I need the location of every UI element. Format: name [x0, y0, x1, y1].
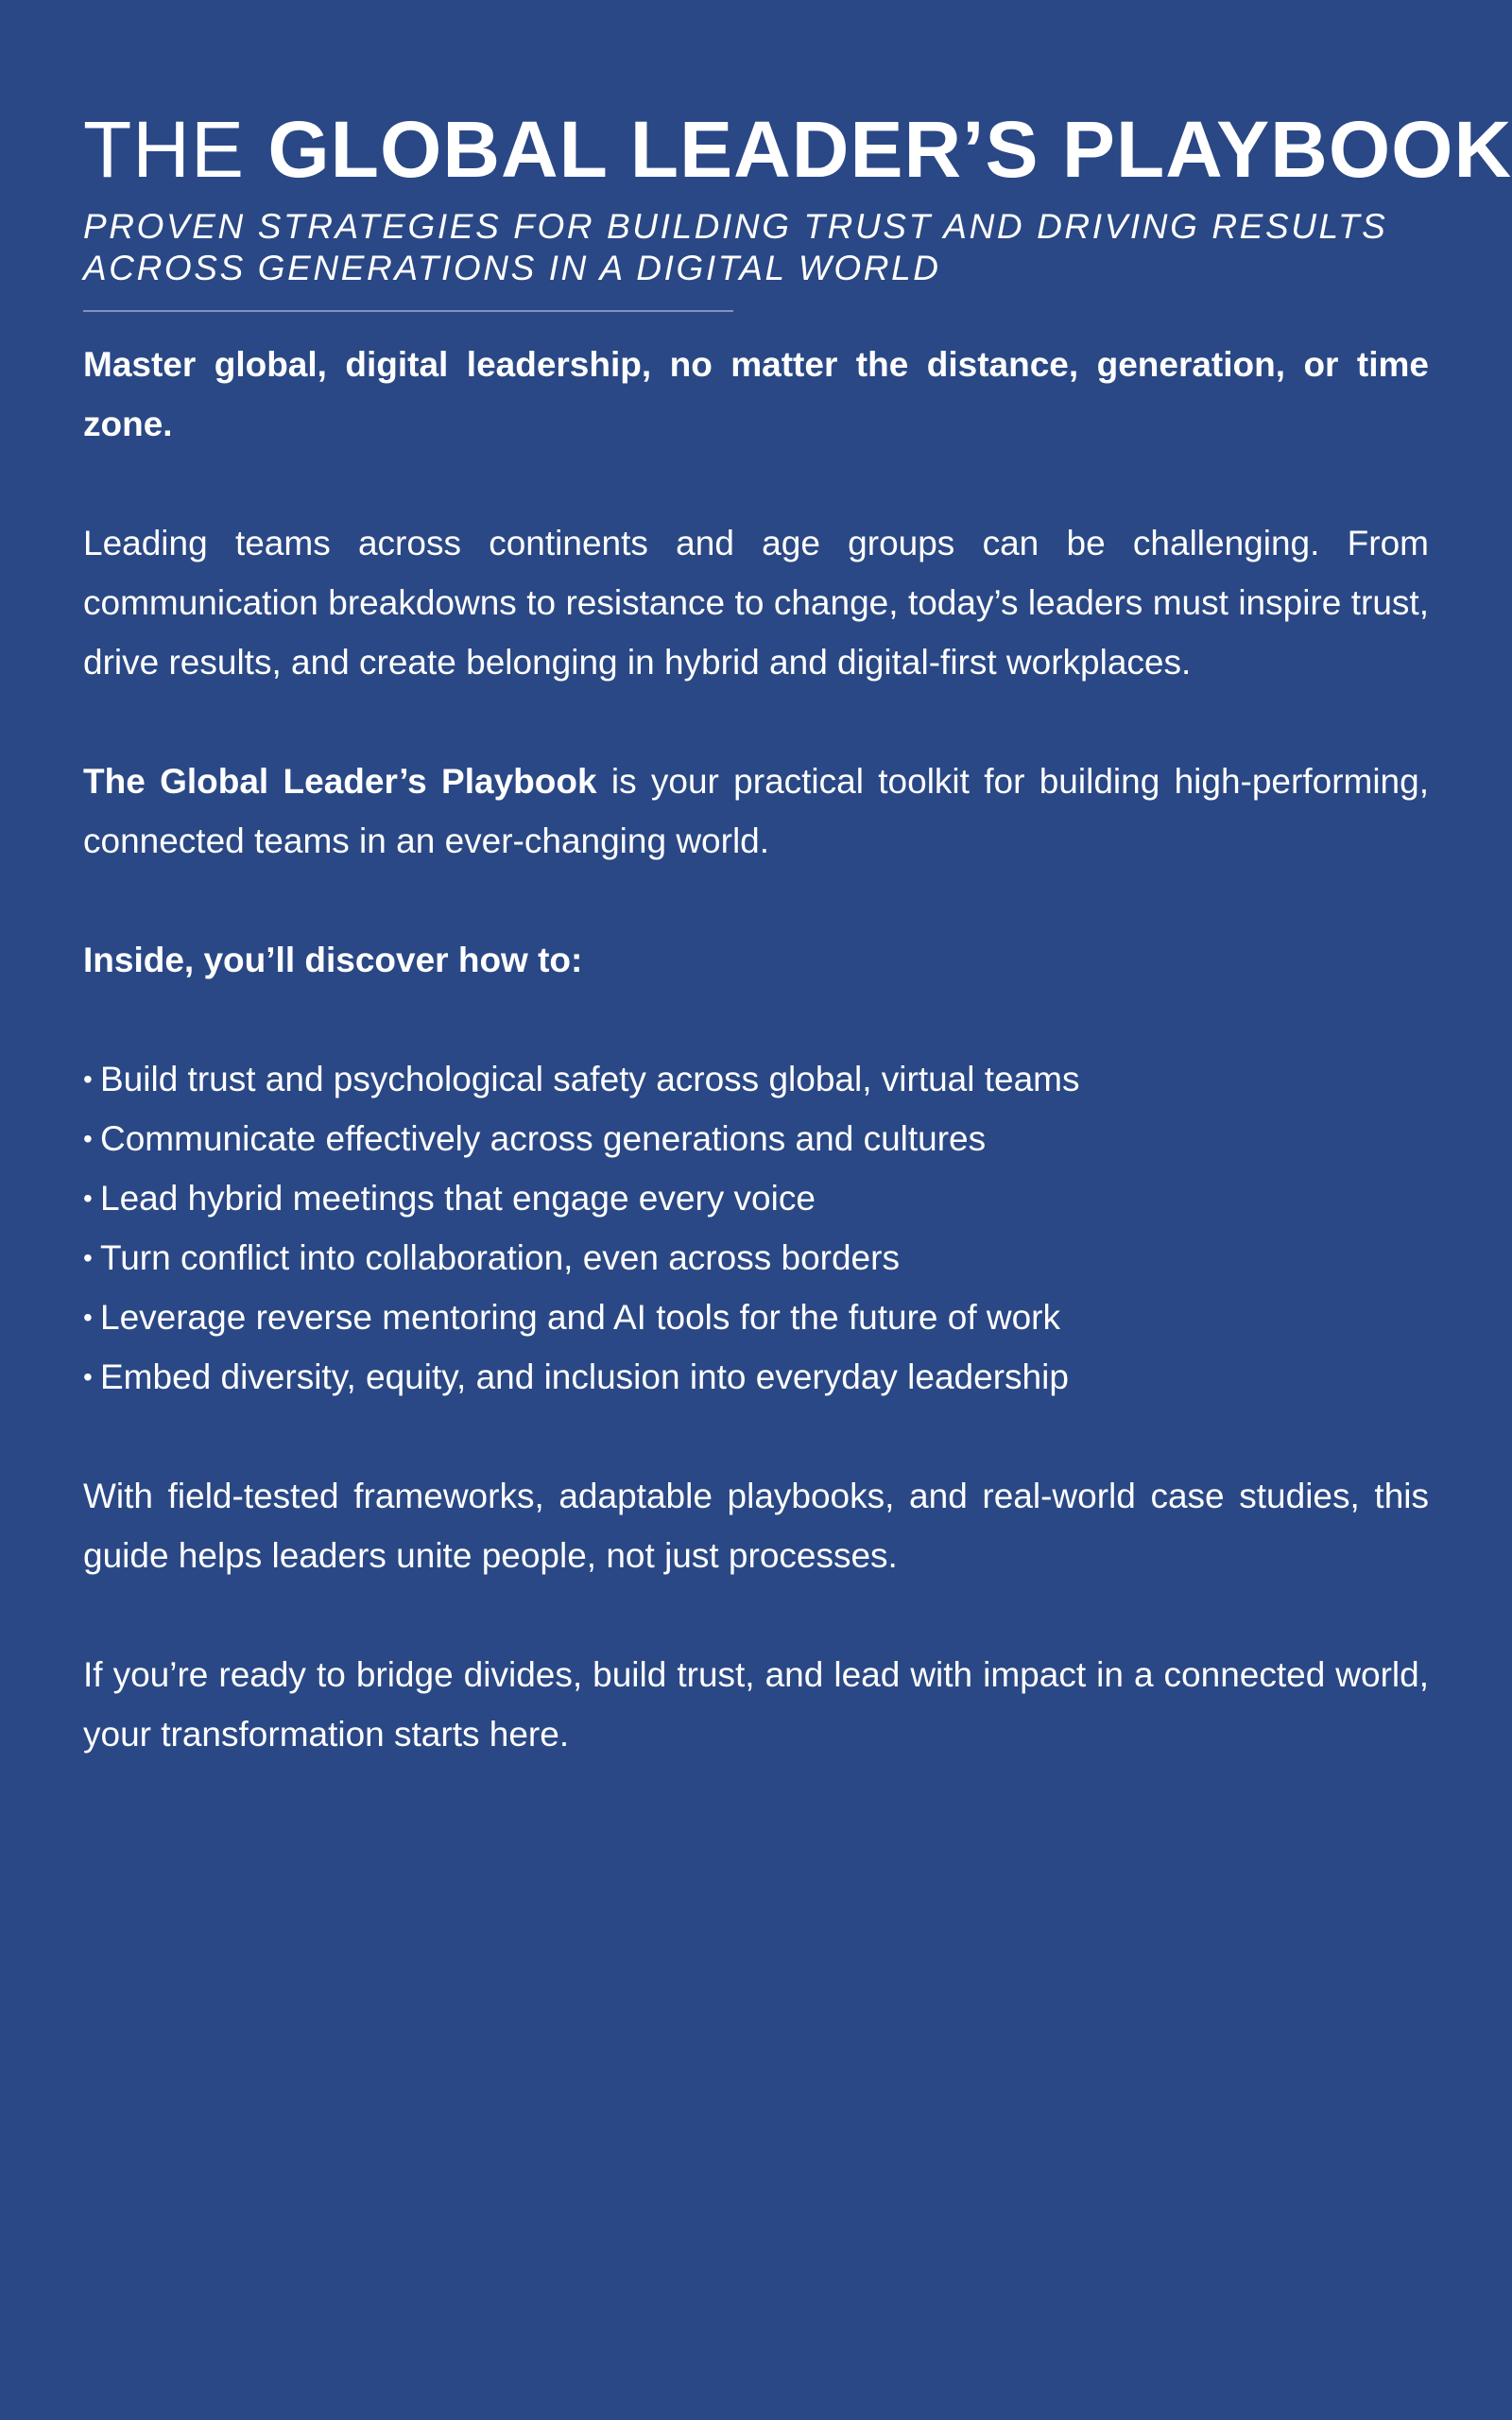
book-title-main: GLOBAL LEADER’S PLAYBOOK — [267, 105, 1512, 194]
benefit-list — [83, 1049, 1429, 1407]
bullet-icon: • — [83, 1064, 93, 1094]
list-item-text: Lead hybrid meetings that engage every voice — [100, 1179, 816, 1218]
list-item — [83, 1109, 1429, 1168]
challenge-paragraph: Leading teams across continents and age groups can be challenging. From communication breakdowns to resistance to change, today’s leaders must inspire trust, drive results, and create belonging in hybrid and digital-first workplaces. — [83, 524, 1429, 682]
toolkit-description: is your practical toolkit for building high-performing, connected teams in an ever-changing world. — [83, 762, 1429, 860]
toolkit-title-inline: The Global Leader’s Playbook — [83, 762, 597, 801]
bullet-icon: • — [83, 1124, 93, 1153]
list-item-text: Build trust and psychological safety across global, virtual teams — [100, 1060, 1080, 1098]
bullet-icon: • — [83, 1243, 93, 1272]
book-title — [83, 102, 1512, 197]
bullet-icon: • — [83, 1362, 93, 1392]
toolkit-paragraph — [83, 752, 1429, 871]
list-item — [83, 1288, 1429, 1347]
book-title-prefix: THE — [83, 105, 245, 194]
discover-heading: Inside, you’ll discover how to: — [83, 941, 583, 979]
list-item-text: Communicate effectively across generations and cultures — [100, 1119, 987, 1158]
book-subtitle: PROVEN STRATEGIES FOR BUILDING TRUST AND DRIVING RESULTS ACROSS GENERATIONS IN A DIGITAL WORLD — [83, 207, 1388, 287]
list-item — [83, 1168, 1429, 1228]
list-item-text: Leverage reverse mentoring and AI tools for the future of work — [100, 1298, 1061, 1337]
frameworks-paragraph: With field-tested frameworks, adaptable playbooks, and real-world case studies, this guide helps leaders unite people, not just processes. — [83, 1477, 1429, 1575]
list-item — [83, 1347, 1429, 1407]
bullet-icon: • — [83, 1303, 93, 1332]
list-item — [83, 1049, 1429, 1109]
list-item-text: Embed diversity, equity, and inclusion into everyday leadership — [100, 1357, 1069, 1396]
bullet-icon: • — [83, 1184, 93, 1213]
title-divider — [83, 310, 733, 312]
closing-paragraph: If you’re ready to bridge divides, build trust, and lead with impact in a connected world, your transformation starts here. — [83, 1655, 1429, 1754]
list-item — [83, 1228, 1429, 1288]
blurb — [83, 335, 1429, 1764]
list-item-text: Turn conflict into collaboration, even across borders — [100, 1238, 900, 1277]
intro-tagline: Master global, digital leadership, no matter the distance, generation, or time zone. — [83, 345, 1429, 443]
